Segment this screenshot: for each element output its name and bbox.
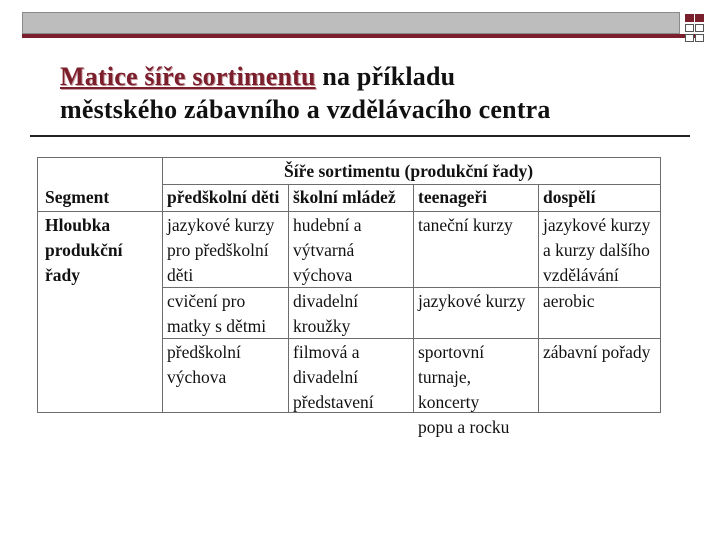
- column-header: dospělí: [543, 187, 596, 207]
- table-cell: filmová a divadelní představení: [293, 342, 374, 412]
- square-icon: [685, 34, 694, 42]
- title-divider: [30, 135, 690, 137]
- square-icon: [695, 14, 704, 22]
- table-cell: jazykové kurzy pro předškolní děti: [167, 215, 275, 285]
- square-icon: [685, 24, 694, 32]
- square-icon: [685, 14, 694, 22]
- group-header: Šíře sortimentu (produkční řady): [283, 161, 534, 181]
- title-line1-rest: na příkladu: [315, 62, 456, 91]
- table-cell: zábavní pořady: [543, 342, 651, 362]
- header-accent-line: [22, 34, 702, 38]
- table-cell: cvičení pro matky s dětmi: [167, 291, 267, 336]
- table-cell: taneční kurzy: [418, 215, 513, 235]
- title-line2: městského zábavního a vzdělávacího centra: [60, 95, 551, 124]
- column-header: školní mládež: [293, 187, 396, 207]
- slide-title: [60, 60, 700, 126]
- table-cell: divadelní kroužky: [293, 291, 359, 336]
- table-cell: jazykové kurzy a kurzy dalšího vzdělávání: [543, 215, 651, 285]
- assortment-matrix-table: [37, 157, 661, 437]
- table-cell: předškolní výchova: [167, 342, 241, 387]
- column-header: teenageři: [418, 187, 487, 207]
- square-icon: [695, 24, 704, 32]
- table-cell: jazykové kurzy: [418, 291, 526, 311]
- table-cell: hudební a výtvarná výchova: [293, 215, 362, 285]
- table-cell: aerobic: [543, 291, 595, 311]
- segment-label: Segment: [45, 187, 110, 207]
- column-header: předškolní děti: [167, 187, 280, 207]
- depth-label: Hloubka produkční řady: [45, 215, 123, 285]
- title-highlight: Matice šíře sortimentu: [60, 62, 316, 91]
- square-icon: [695, 34, 704, 42]
- table-cell: sportovní turnaje, koncerty popu a rocku: [418, 342, 510, 437]
- header-bar: [22, 12, 680, 34]
